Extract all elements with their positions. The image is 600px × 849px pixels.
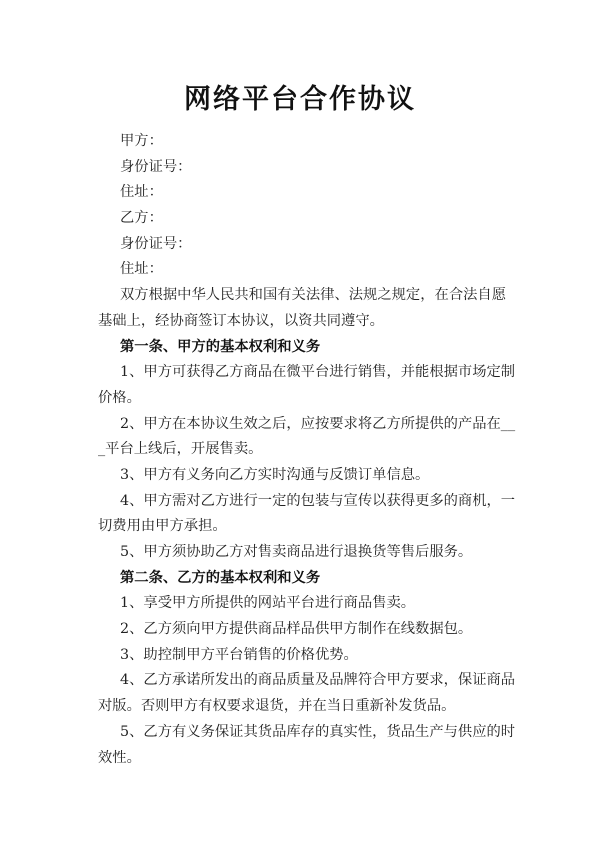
party-b-label: 乙方： [120, 210, 163, 227]
clause-line: 3、助控制甲方平台销售的价格优势。 [120, 646, 358, 663]
section-1-item [98, 540, 518, 566]
section-2-item [98, 591, 518, 617]
section-1-item [98, 489, 518, 540]
clause-line: 4、甲方需对乙方进行一定的包装与宣传以获得更多的商机，一 [120, 492, 516, 509]
clause-line: 5、乙方有义务保证其货品库存的真实性，货品生产与供应的时 [120, 723, 516, 740]
section-2-item [98, 668, 518, 719]
party-a-address-label: 住址： [120, 184, 163, 201]
preamble-line: 基础上，经协商签订本协议，以资共同遵守。 [98, 312, 384, 329]
clause-line: 4、乙方承诺所发出的商品质量及品牌符合甲方要求，保证商品 [120, 672, 516, 689]
clause-line: 2、乙方须向甲方提供商品样品供甲方制作在线数据包。 [120, 621, 473, 638]
clause-line: 价格。 [98, 389, 141, 406]
section-2-item [98, 720, 518, 771]
clause-line: 对版。否则甲方有权要求退货，并在当日重新补发货品。 [98, 698, 456, 715]
clause-line: 效性。 [98, 749, 141, 766]
party-a-id-label: 身份证号： [120, 158, 192, 175]
section-2-item [98, 617, 518, 643]
clause-line: 切费用由甲方承担。 [98, 518, 227, 535]
section-1-item [98, 463, 518, 489]
section-1-item [98, 412, 518, 463]
clause-line: 1、享受甲方所提供的网站平台进行商品售卖。 [120, 595, 416, 612]
party-a-label: 甲方： [120, 133, 163, 149]
section-2-heading: 第二条、乙方的基本权利和义务 [120, 569, 321, 586]
document-title: 网络平台合作协议 [184, 84, 416, 115]
clause-line: _平台上线后，开展售卖。 [98, 441, 263, 458]
section-2-item [98, 643, 518, 669]
party-b-address-label: 住址： [120, 261, 163, 278]
clause-line: 5、甲方须协助乙方对售卖商品进行退换货等售后服务。 [120, 544, 473, 560]
preamble-paragraph [98, 283, 518, 334]
document-body [98, 129, 518, 771]
clause-line: 1、甲方可获得乙方商品在微平台进行销售，并能根据市场定制 [120, 364, 516, 381]
clause-line: 3、甲方有义务向乙方实时沟通与反馈订单信息。 [120, 466, 430, 483]
section-1-item [98, 360, 518, 411]
party-b-id-label: 身份证号： [120, 235, 192, 252]
section-1-heading: 第一条、甲方的基本权利和义务 [120, 338, 321, 355]
clause-line: 2、甲方在本协议生效之后，应按要求将乙方所提供的产品在__ [120, 415, 516, 432]
preamble-line: 双方根据中华人民共和国有关法律、法规之规定，在合法自愿 [120, 287, 507, 304]
